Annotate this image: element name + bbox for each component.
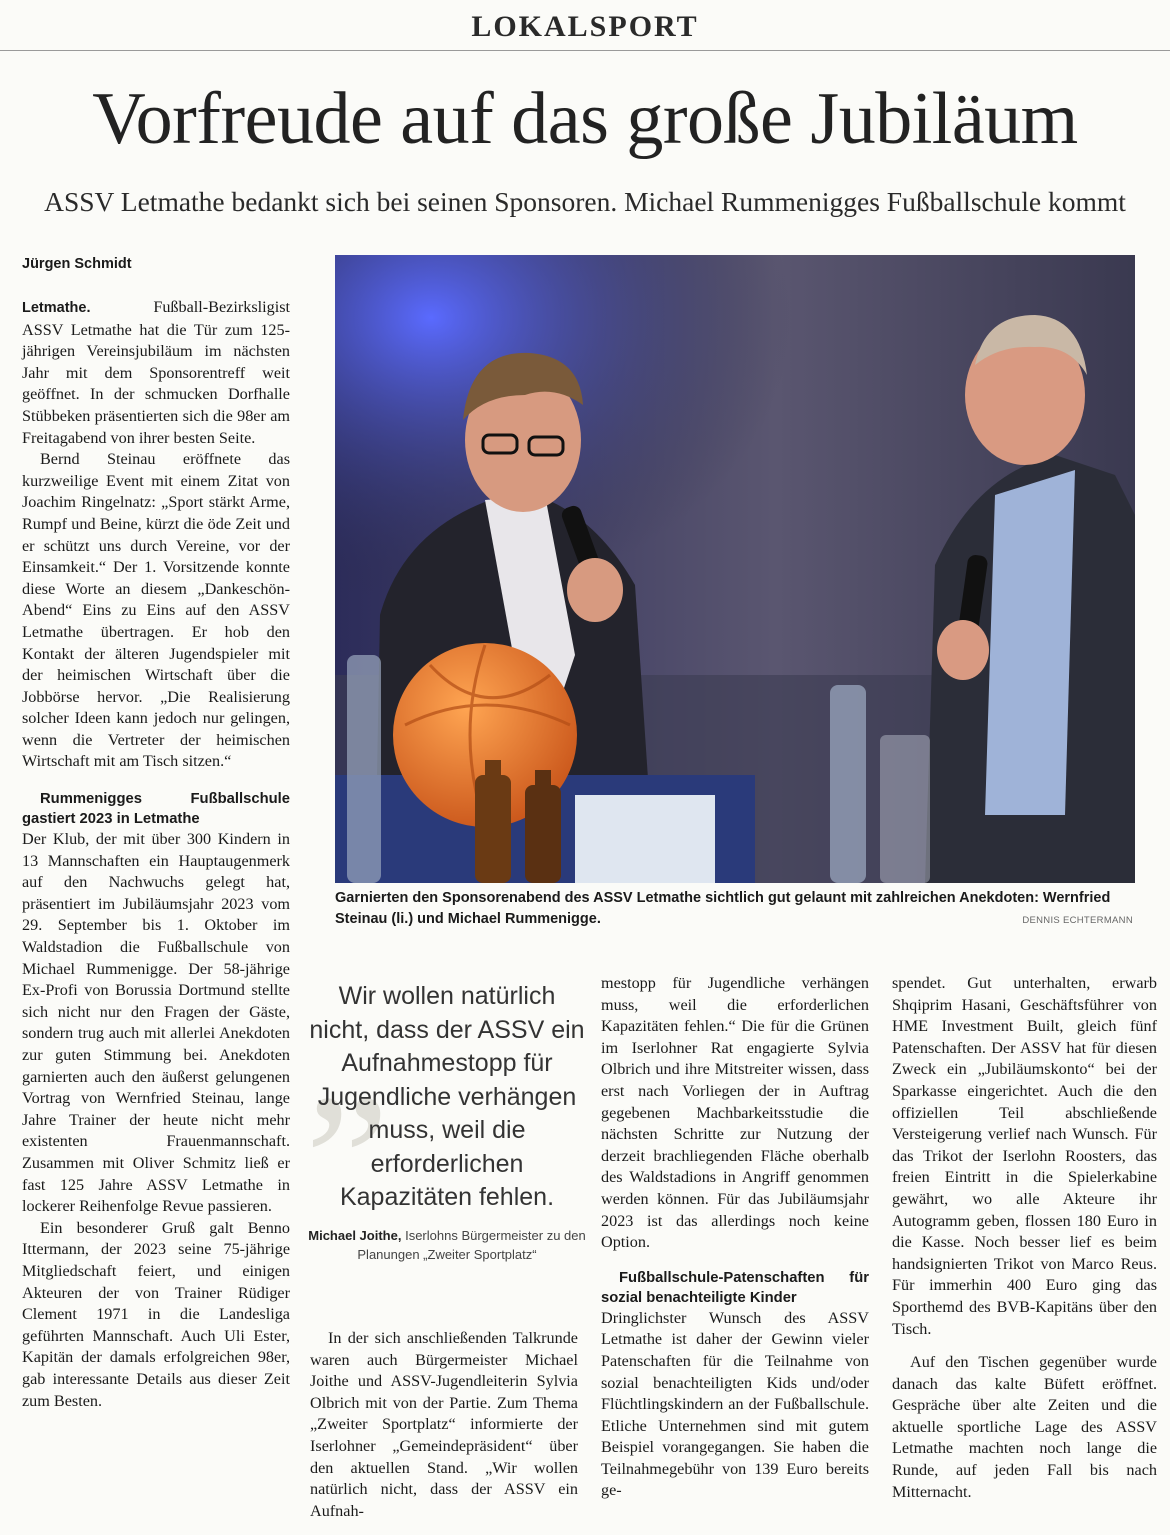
quote-speaker: Michael Joithe,: [308, 1228, 402, 1243]
column-1: [22, 297, 290, 1412]
paragraph: Letmathe. Fußball-Bezirksligist ASSV Letmathe hat die Tür zum 125-jährigen Vereinsjubiläum im nächsten Jahr mit dem Sponsorentreff weit geöffnet. In der schmucken Dorfhalle Stübbeken präsentierten sich die 98er am Freitagabend von ihrer besten Seite.: [22, 298, 290, 447]
column-2: [310, 1328, 578, 1522]
paragraph: spendet. Gut unterhalten, erwarb Shqiprim Hasani, Geschäftsführer von HME Investment Built, gleich fünf Patenschaften. Der ASSV hat für diesen Zweck ein „Jubiläumskonto“ bei der Sparkasse eingerichtet. Auch die den offiziellen Teil abschließende Versteigerung verlief nach Wunsch. Für das Trikot der Iserlohn Roosters, das freien Eintritt in die Spielerkabine gewährt, wo alle Akteure ihr Autogramm geben, flossen 180 Euro in die Kasse. Noch besser lief es beim handsignierten Trikot von Marco Reus. Für immerhin 400 Euro ging das Sporthemd des BVB-Kapitäns über den Tisch.: [892, 974, 1157, 1338]
paragraph: Der Klub, der mit über 300 Kindern in 13 Mannschaften ein Hauptaugenmerk auf den Nachwuchs gelegt hat, präsentiert im Jubiläumsjahr 2023 vom 29. September bis 1. Oktober im Waldstadion die Fußballschule von Michael Rummenigge. Der 58-jährige Ex-Profi von Borussia Dortmund stellte sich nicht nur den Fragen der Gäste, sondern trug auch mit allerlei Anekdoten zur guten Stimmung bei. Anekdoten garnierten auch den äußerst gelungenen Vortrag von Wernfried Steinau, lange Jahre Trainer der heute nicht mehr existenten Frauenmannschaft. Zusammen mit Oliver Schmitz ließ er fast 125 Jahre ASSV Letmathe in lockerer Reihenfolge Revue passieren.: [22, 830, 290, 1216]
section-header: [0, 0, 1170, 51]
paragraph: Dringlichster Wunsch des ASSV Letmathe ist daher der Gewinn vieler Patenschaften für die Teilnahme von sozial benachteiligten Kids und/oder Flüchtlingskindern an der Fußballschule. Etliche Unternehmen sind mit gutem Beispiel vorangegangen. Sie haben die Teilnahmegebühr von 139 Euro bereits ge-: [601, 1308, 869, 1500]
bottle: [525, 785, 561, 883]
table-card: [575, 795, 715, 883]
column-3: [601, 973, 869, 1502]
bottle: [475, 775, 511, 883]
paragraph: Auf den Tischen gegenüber wurde danach das kalte Büfett eröffnet. Gespräche über alte Zeiten und die aktuelle sportliche Lage des ASSV Letmathe machten noch lange die Runde, auf jeden Fall bis nach Mitternacht.: [892, 1353, 1157, 1501]
water-bottle: [347, 655, 381, 883]
glass: [880, 735, 930, 883]
photo-illustration: [335, 255, 1135, 883]
section-title: LOKALSPORT: [471, 10, 699, 43]
paragraph: Bernd Steinau eröffnete das kurzweilige Event mit einem Zitat von Joachim Ringelnatz: „Sport stärkt Arme, Rumpf und Beine, kürzt die öde Zeit und er schützt uns durch Vereine, vor der Einsamkeit.“ Der 1. Vorsitzende konnte diese Worte an diesem „Dankeschön-Abend“ Eins zu Eins auf den ASSV Letmathe übertragen. Er hob den Kontakt der älteren Jugendspieler mit der heimischen Wirtschaft über die Jobbörse hervor. „Die Realisierung solcher Ideen kann jedoch nur gelingen, wenn die Vertreter der heimischen Wirtschaft mit am Tisch sitzen.“: [22, 450, 290, 771]
subheading: Fußballschule-Patenschaften für sozial benachteiligte Kinder: [601, 1269, 869, 1306]
headline: Vorfreude auf das große Jubiläum: [92, 78, 1078, 160]
column-4: [892, 973, 1157, 1503]
quote-source: [306, 1226, 588, 1264]
subheading: Rummenigges Fußballschule gastiert 2023 in Letmathe: [22, 791, 290, 828]
pull-quote: Wir wollen natürlich nicht, dass der ASSV ein Aufnahmestopp für Jugendliche verhängen muss, weil die erforderlichen Kapazitäten fehlen.: [309, 982, 585, 1211]
paragraph: In der sich anschließenden Talkrunde waren auch Bürgermeister Michael Joithe und ASSV-Jugendleiterin Sylvia Olbrich mit von der Partie. Zum Thema „Zweiter Sportplatz“ informierte der Iserlohner „Gemeindepräsident“ über den aktuellen Stand. „Wir wollen natürlich nicht, dass der ASSV ein Aufnah-: [310, 1329, 578, 1520]
article-photo: [335, 255, 1135, 883]
dateline: Letmathe.: [22, 300, 91, 316]
quote-role: Iserlohns Bürgermeister zu den Planungen „Zweiter Sportplatz“: [357, 1228, 586, 1262]
paragraph: mestopp für Jugendliche verhängen muss, weil die erforderlichen Kapazitäten fehlen.“ Die für die Grünen im Iserlohner Rat engagierte Sylvia Olbrich und ihre Mitstreiter wissen, dass erst nach Vorliegen der in Auftrag gegebenen Machbarkeitsstudie die nächsten Schritte zur Nutzung der derzeit brachliegenden Fläche oberhalb des Waldstadions in Angriff genommen werden können. Für das Jubiläumsjahr 2023 ist das allerdings noch keine Option.: [601, 974, 869, 1252]
photo-caption: Garnierten den Sponsorenabend des ASSV Letmathe sichtlich gut gelaunt mit zahlreichen Anekdoten: Wernfried Steinau (li.) und Michael Rummenigge.: [335, 890, 1111, 927]
photo-credit: DENNIS ECHTERMANN: [1022, 915, 1133, 926]
author-byline: Jürgen Schmidt: [22, 256, 132, 272]
water-bottle: [830, 685, 866, 883]
paragraph: Ein besonderer Gruß galt Benno Ittermann, der 2023 seine 75-jährige Mitgliedschaft feiert, und einigen Akteuren der von Trainer Rüdiger Clement 1971 in die Landesliga geführten Mannschaft. Auch Uli Ester, Kapitän der damals erfolgreichen 98er, gab interessante Details aus dieser Zeit zum Besten.: [22, 1218, 290, 1410]
subheadline: ASSV Letmathe bedankt sich bei seinen Sponsoren. Michael Rummenigges Fußballschule kommt: [44, 186, 1126, 217]
quote-mark-icon: „: [305, 950, 390, 1160]
